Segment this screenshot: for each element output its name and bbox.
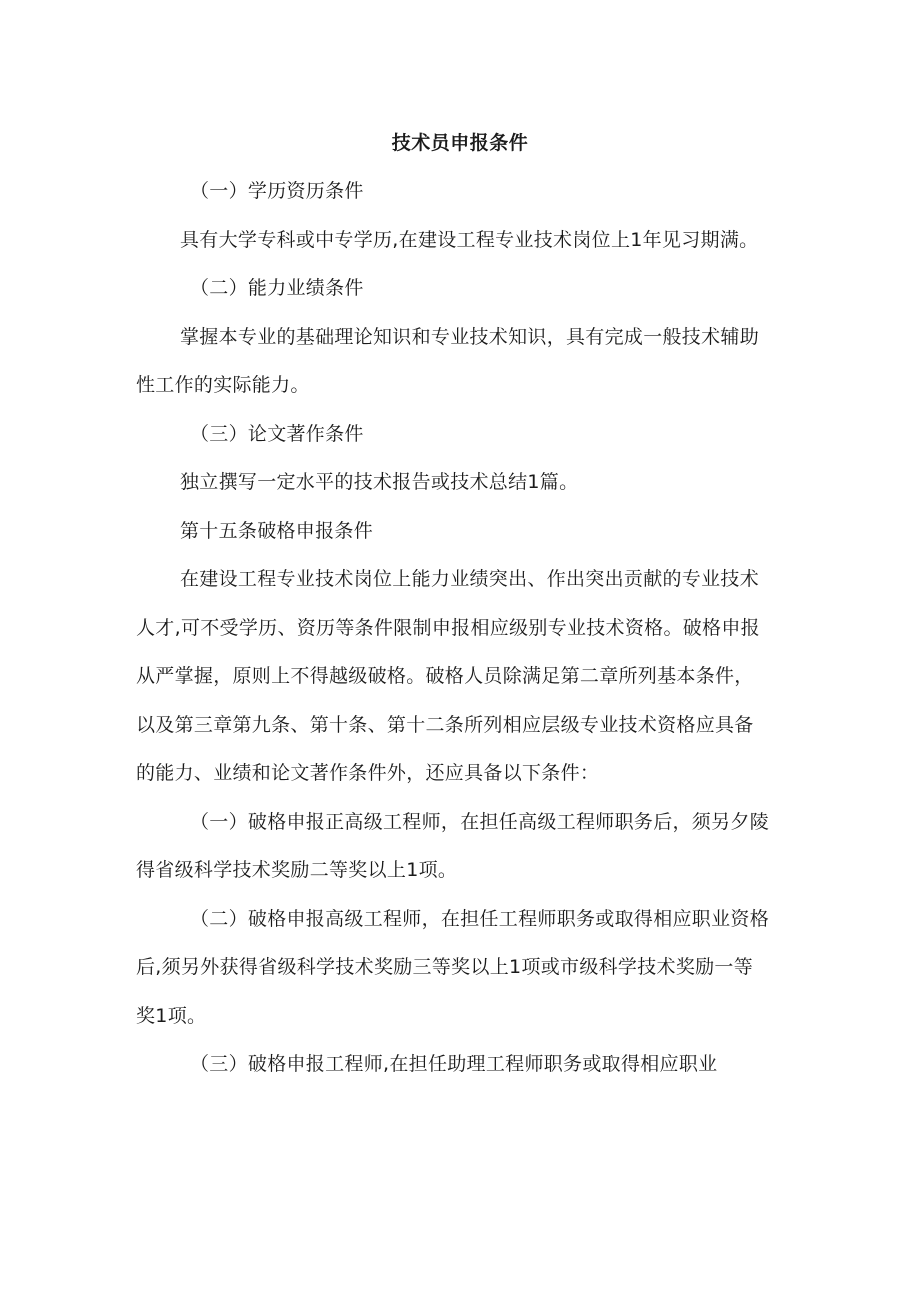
paragraph-line: 后,须另外获得省级科学技术奖励三等奖以上1项或市级科学技术奖励一等 <box>136 956 754 978</box>
paragraph-line: （一）破格申报正高级工程师，在担任高级工程师职务后，须另夕陵 <box>190 811 770 833</box>
article-heading: 第十五条破格申报条件 <box>180 520 374 542</box>
section-heading-papers: （三）论文著作条件 <box>190 423 364 445</box>
paragraph-line: 人才,可不受学历、资历等条件限制申报相应级别专业技术资格。破格申报 <box>136 617 760 639</box>
paragraph-line: 奖1项。 <box>136 1005 207 1027</box>
paragraph-line: 性工作的实际能力。 <box>136 374 310 396</box>
paragraph-line: 从严掌握，原则上不得越级破格。破格人员除满足第二章所列基本条件， <box>136 665 754 687</box>
paragraph-line: （二）破格申报高级工程师，在担任工程师职务或取得相应职业资格 <box>190 908 770 930</box>
paragraph-line: 的能力、业绩和论文著作条件外，还应具备以下条件： <box>136 762 600 784</box>
paragraph-line: 得省级科学技术奖励二等奖以上1项。 <box>136 859 458 881</box>
paragraph-line: 独立撰写一定水平的技术报告或技术总结1篇。 <box>180 471 579 493</box>
paragraph-line: 以及第三章第九条、第十条、第十二条所列相应层级专业技术资格应具备 <box>136 714 754 736</box>
paragraph-line: 具有大学专科或中专学历,在建设工程专业技术岗位上1年见习期满。 <box>180 229 759 251</box>
paragraph-line: （三）破格申报工程师,在担任助理工程师职务或取得相应职业 <box>190 1053 718 1075</box>
document-title: 技术员申报条件 <box>391 132 529 154</box>
paragraph-line: 掌握本专业的基础理论知识和专业技术知识，具有完成一般技术辅助 <box>180 326 760 348</box>
section-heading-education: （一）学历资历条件 <box>190 180 364 202</box>
paragraph-line: 在建设工程专业技术岗位上能力业绩突出、作出突出贡献的专业技术 <box>180 568 760 590</box>
section-heading-ability: （二）能力业绩条件 <box>190 277 364 299</box>
